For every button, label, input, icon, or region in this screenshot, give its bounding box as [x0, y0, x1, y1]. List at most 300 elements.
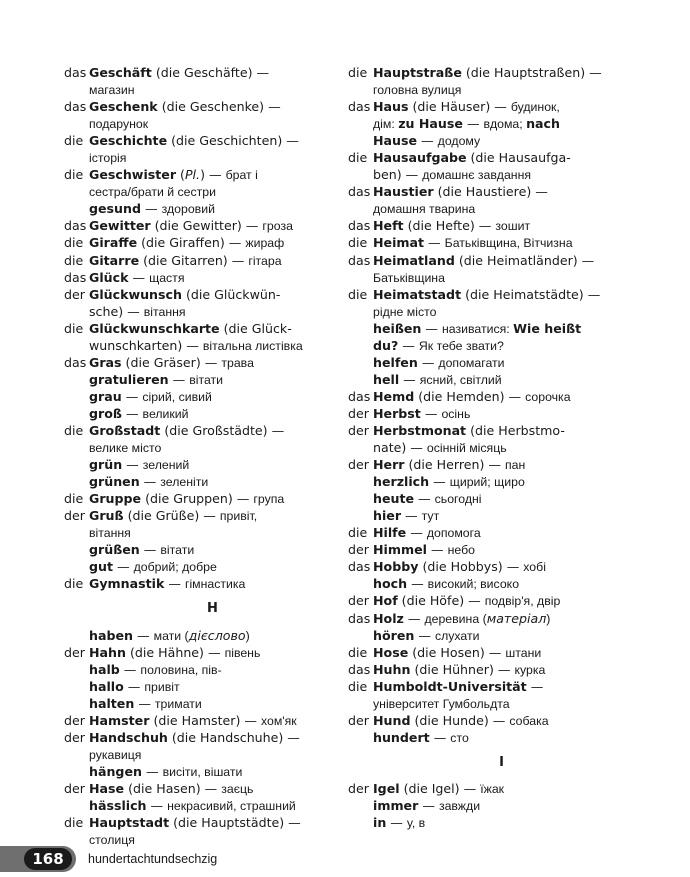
grammar-info: (die Hobbys) —	[418, 559, 524, 575]
german-headword: Hamster	[89, 712, 150, 728]
grammar-info: —	[429, 474, 450, 490]
glossary-line	[348, 269, 630, 286]
glossary-line	[348, 575, 630, 592]
entry-text	[89, 405, 189, 423]
ukrainian-translation: Як тебе звати?	[418, 338, 504, 353]
grammar-info: (die Geschichten) —	[167, 133, 299, 149]
entry-text	[373, 507, 439, 525]
ukrainian-translation: висіти, вішати	[162, 764, 243, 779]
entry-text	[373, 286, 600, 303]
glossary-line	[64, 712, 336, 729]
grammar-info: —	[146, 798, 168, 814]
ukrainian-translation: )	[546, 611, 551, 626]
entry-text	[89, 337, 303, 355]
grammar-info: (die Geschenke) —	[157, 99, 281, 115]
article: das	[348, 99, 371, 115]
german-headword: herzlich	[373, 474, 430, 490]
entry-text	[373, 81, 461, 99]
ukrainian-translation: зелений	[142, 458, 190, 473]
entry-text	[89, 473, 208, 491]
german-headword: hell	[373, 371, 400, 387]
entry-text	[373, 303, 436, 321]
grammar-info: (die Gewitter) —	[150, 218, 263, 234]
german-headword: Geschäft	[89, 65, 152, 80]
grammar-info: (die Gruppen) —	[141, 491, 254, 507]
glossary-line	[64, 217, 336, 234]
entry-text	[373, 115, 560, 133]
grammar-info: (die Häuser) —	[408, 99, 511, 115]
german-headword: Gewitter	[89, 218, 151, 234]
article: das	[64, 354, 87, 370]
ukrainian-translation: домашнє завдання	[422, 168, 532, 183]
german-headword: Glückwunsch	[89, 286, 182, 302]
glossary-line	[64, 115, 336, 132]
entry-text	[89, 98, 281, 115]
grammar-info: (die Hemden) —	[414, 388, 526, 404]
german-headword: Heft	[373, 218, 404, 234]
german-headword: Handschuh	[89, 729, 168, 745]
grammar-info: (die Großstädte) —	[160, 422, 285, 438]
ukrainian-translation: у, в	[406, 816, 426, 831]
entry-text	[373, 252, 594, 269]
grammar-info: —	[426, 542, 448, 558]
german-headword: Gitarre	[89, 252, 140, 268]
german-headword: Geschichte	[89, 133, 168, 149]
ukrainian-translation: деревина (	[424, 611, 487, 626]
glossary-line	[64, 627, 336, 644]
glossary-line	[348, 456, 630, 473]
grammar-info: (die Handschuhe) —	[167, 729, 300, 745]
ukrainian-translation: заєць	[221, 781, 254, 796]
glossary-line	[64, 371, 336, 388]
ukrainian-translation: подвір'я, двір	[484, 594, 561, 609]
glossary-line	[64, 320, 336, 337]
entry-text	[373, 524, 481, 542]
german-headword: Geschenk	[89, 99, 158, 115]
grammar-info: —	[414, 491, 435, 507]
german-headword: Gruppe	[89, 491, 142, 507]
glossary-line	[348, 166, 630, 183]
grammar-info: (die Gitarren) —	[139, 252, 249, 268]
grammar-info: —	[403, 610, 425, 626]
ukrainian-translation: здоровий	[161, 202, 215, 217]
ukrainian-translation: вітальна листівка	[202, 338, 303, 353]
glossary-line	[348, 64, 630, 81]
glossary-line	[64, 575, 336, 592]
ukrainian-translation: завжди	[438, 799, 481, 814]
entry-text	[89, 627, 250, 645]
entry-text	[373, 780, 504, 798]
glossary-line	[348, 371, 630, 388]
german-headword: heute	[373, 491, 415, 507]
glossary-line	[348, 286, 630, 303]
grammar-info: —	[139, 542, 161, 558]
grammar-info: ben) —	[373, 167, 423, 183]
german-headword: Hausaufgabe	[373, 150, 467, 166]
entry-text	[373, 337, 504, 355]
entry-text	[373, 797, 480, 815]
entry-text	[89, 64, 269, 81]
glossary-line	[348, 183, 630, 200]
entry-text	[89, 678, 180, 696]
grammar-info: —	[133, 627, 154, 643]
glossary-line	[64, 183, 336, 200]
ukrainian-translation: університет Гумбольдта	[373, 696, 510, 711]
glossary-line	[348, 797, 630, 814]
entry-text	[89, 763, 242, 781]
entry-text	[89, 217, 293, 235]
entry-text	[89, 354, 254, 372]
grammar-info: —	[399, 371, 420, 387]
ukrainian-translation: курка	[514, 662, 546, 677]
german-headword: grau	[89, 388, 122, 404]
entry-text	[89, 234, 284, 252]
article: das	[64, 269, 87, 285]
german-headword: Holz	[373, 610, 404, 626]
italic-note: Pl.	[184, 167, 201, 183]
grammar-info: —	[119, 661, 141, 677]
glossary-column-right	[348, 64, 630, 831]
german-headword: Hahn	[89, 644, 126, 660]
entry-text	[89, 780, 253, 798]
ukrainian-translation: столиця	[89, 833, 135, 848]
grammar-info: (die Haustiere) —	[433, 184, 548, 200]
entry-text	[89, 303, 186, 321]
glossary-line	[64, 814, 336, 831]
entry-text	[89, 558, 217, 576]
grammar-info: —	[421, 320, 442, 336]
ukrainian-translation: вдома;	[483, 117, 527, 132]
german-headword: Wie heißt	[513, 320, 582, 336]
ukrainian-translation: привіт,	[219, 509, 258, 524]
grammar-info: (die Igel) —	[399, 780, 481, 796]
entry-text	[373, 320, 581, 338]
grammar-info: —	[168, 371, 190, 387]
german-headword: nach	[526, 116, 560, 132]
ukrainian-translation: некрасивий, страшний	[167, 799, 296, 814]
grammar-info: —	[406, 525, 427, 541]
glossary-line	[348, 81, 630, 98]
grammar-info: (die Heimatländer) —	[454, 252, 595, 268]
grammar-info: sche) —	[89, 303, 144, 319]
grammar-info: —	[113, 559, 134, 575]
entry-text	[89, 541, 194, 559]
entry-text	[89, 286, 280, 303]
article: die	[348, 525, 368, 541]
german-headword: Hause	[373, 133, 418, 149]
grammar-info: ) —	[200, 167, 226, 183]
glossary-line	[64, 524, 336, 541]
german-headword: Heimatland	[373, 252, 455, 268]
glossary-line	[64, 780, 336, 797]
glossary-line	[348, 217, 630, 234]
german-headword: Herbstmonat	[373, 422, 467, 438]
glossary-line	[348, 780, 630, 797]
ukrainian-translation: гімнастика	[184, 577, 246, 592]
glossary-line	[64, 797, 336, 814]
article: die	[348, 150, 368, 166]
entry-text	[89, 695, 202, 713]
grammar-info: —	[121, 388, 143, 404]
german-headword: Humboldt-Universität	[373, 678, 527, 694]
glossary-line	[348, 661, 630, 678]
entry-text	[373, 610, 550, 628]
ukrainian-translation: велике місто	[89, 441, 162, 456]
entry-text	[373, 456, 525, 474]
german-headword: Giraffe	[89, 235, 138, 251]
german-headword: Geschwister	[89, 167, 177, 183]
glossary-line	[348, 541, 630, 558]
article: die	[64, 320, 84, 336]
german-headword: Hund	[373, 712, 411, 728]
article: das	[348, 184, 371, 200]
german-headword: Herr	[373, 457, 405, 473]
glossary-line	[348, 252, 630, 269]
grammar-info: —	[414, 627, 435, 643]
german-headword: grün	[89, 457, 123, 473]
ukrainian-translation: гітара	[248, 253, 282, 268]
ukrainian-translation: головна вулиця	[373, 83, 462, 98]
article: die	[64, 422, 84, 438]
entry-text	[89, 575, 245, 593]
article: die	[64, 133, 84, 149]
entry-text	[89, 456, 189, 474]
glossary-line	[64, 831, 336, 848]
grammar-info: —	[164, 576, 185, 592]
ukrainian-translation: їжак	[480, 781, 505, 796]
german-headword: groß	[89, 405, 122, 421]
german-headword: helfen	[373, 354, 418, 370]
article: das	[348, 252, 371, 268]
section-letter-heading: I	[499, 754, 504, 770]
glossary-line	[348, 610, 630, 627]
german-headword: Himmel	[373, 542, 427, 558]
ukrainian-translation: Батьківщина	[373, 270, 445, 285]
german-headword: gesund	[89, 201, 141, 217]
german-headword: Großstadt	[89, 422, 161, 438]
article: die	[348, 644, 368, 660]
german-headword: Hobby	[373, 559, 419, 575]
german-headword: halb	[89, 661, 120, 677]
article: der	[348, 422, 369, 438]
article: der	[348, 593, 369, 609]
glossary-line	[64, 473, 336, 490]
german-headword: halten	[89, 695, 135, 711]
grammar-info: —	[418, 798, 439, 814]
glossary-line	[64, 303, 336, 320]
entry-text	[89, 507, 257, 525]
ukrainian-translation: щастя	[149, 270, 185, 285]
ukrainian-translation: трава	[221, 355, 254, 370]
ukrainian-translation: історія	[89, 151, 127, 166]
ukrainian-translation: подарунок	[89, 117, 149, 132]
ukrainian-translation: жираф	[245, 236, 285, 251]
ukrainian-translation: сьогодні	[434, 492, 482, 507]
glossary-line	[348, 439, 630, 456]
article: der	[64, 729, 85, 745]
ukrainian-translation: тут	[421, 509, 440, 524]
entry-text	[373, 388, 571, 406]
glossary-line	[348, 524, 630, 541]
german-headword: Hauptstraße	[373, 65, 462, 80]
ukrainian-translation: небо	[447, 543, 475, 558]
german-headword: gratulieren	[89, 371, 169, 387]
german-headword: haben	[89, 627, 133, 643]
ukrainian-translation: хобі	[523, 560, 546, 575]
entry-text	[373, 371, 502, 389]
grammar-info: (die Giraffen) —	[137, 235, 246, 251]
entry-text	[373, 541, 475, 559]
german-headword: zu Hause	[398, 116, 463, 132]
entry-text	[89, 439, 161, 457]
german-headword: Heimat	[373, 235, 425, 251]
entry-text	[89, 115, 148, 133]
entry-text	[89, 320, 292, 337]
glossary-line	[64, 541, 336, 558]
grammar-info: —	[123, 678, 145, 694]
german-headword: hängen	[89, 763, 142, 779]
grammar-info: (die Glückwün-	[181, 286, 281, 302]
entry-text	[373, 592, 560, 610]
ukrainian-translation: додому	[437, 134, 481, 149]
glossary-line	[348, 473, 630, 490]
german-headword: immer	[373, 798, 419, 814]
grammar-info: wunschkarten) —	[89, 337, 203, 353]
entry-text	[373, 627, 480, 645]
glossary-line	[348, 303, 630, 320]
glossary-line	[64, 286, 336, 303]
entry-text	[89, 524, 131, 542]
entry-text	[373, 149, 571, 166]
ukrainian-translation: слухати	[434, 628, 480, 643]
glossary-line	[64, 644, 336, 661]
glossary-line	[64, 149, 336, 166]
german-headword: hoch	[373, 576, 408, 592]
entry-text	[373, 490, 482, 508]
grammar-info: —	[429, 729, 451, 745]
glossary-line	[348, 712, 630, 729]
article: das	[348, 610, 371, 626]
glossary-line	[64, 269, 336, 286]
grammar-info: —	[122, 457, 143, 473]
grammar-info: (die Hausaufga-	[466, 150, 571, 166]
grammar-info: (die Hasen) —	[124, 780, 222, 796]
entry-text	[373, 729, 469, 747]
grammar-info: —	[134, 695, 155, 711]
ukrainian-translation: сто	[450, 730, 469, 745]
german-headword: Hose	[373, 644, 409, 660]
entry-text	[373, 132, 480, 150]
german-headword: Hof	[373, 593, 398, 609]
glossary-line	[64, 729, 336, 746]
german-headword: hören	[373, 627, 415, 643]
entry-text	[373, 575, 519, 593]
entry-text	[373, 234, 573, 252]
ukrainian-translation: ясний, світлий	[419, 372, 502, 387]
article: die	[64, 576, 84, 592]
ukrainian-translation: привіт	[144, 679, 180, 694]
grammar-info: —	[462, 116, 484, 132]
glossary-line	[64, 81, 336, 98]
entry-text	[89, 252, 282, 270]
ukrainian-translation: називатися:	[442, 321, 514, 336]
article: der	[64, 644, 85, 660]
article: die	[64, 235, 84, 251]
german-headword: Gruß	[89, 508, 124, 524]
grammar-info: (	[176, 167, 185, 183]
german-headword: gut	[89, 559, 114, 575]
glossary-line	[64, 405, 336, 422]
grammar-info: (die Hauptstädte) —	[169, 815, 301, 831]
entry-text	[89, 814, 301, 831]
glossary-line	[64, 695, 336, 712]
ukrainian-translation: сірий, сивий	[142, 389, 212, 404]
article: das	[64, 65, 87, 80]
german-headword: in	[373, 815, 387, 831]
entry-text	[89, 712, 297, 730]
ukrainian-translation: штани	[505, 645, 542, 660]
article: das	[348, 661, 371, 677]
ukrainian-translation: зошит	[495, 219, 531, 234]
ukrainian-translation: великий	[142, 406, 189, 421]
german-headword: Hauptstadt	[89, 815, 170, 831]
glossary-line	[64, 354, 336, 371]
article: die	[64, 491, 84, 507]
entry-text	[89, 422, 284, 439]
entry-text	[89, 81, 135, 99]
ukrainian-translation: допомагати	[438, 355, 505, 370]
ukrainian-translation: магазин	[89, 83, 135, 98]
glossary-line	[348, 695, 630, 712]
article: der	[348, 712, 369, 728]
ukrainian-translation: рідне місто	[373, 304, 437, 319]
glossary-line	[348, 729, 630, 746]
grammar-info: (die Herren) —	[404, 457, 505, 473]
ukrainian-translation: вітання	[89, 526, 131, 541]
entry-text	[89, 200, 215, 218]
entry-text	[89, 661, 222, 679]
glossary-line	[348, 814, 630, 831]
grammar-info: (die Heimatstädte) —	[461, 286, 601, 302]
glossary-line	[64, 337, 336, 354]
glossary-line	[64, 763, 336, 780]
entry-text	[373, 200, 475, 218]
german-headword: Heimatstadt	[373, 286, 462, 302]
article: die	[64, 167, 84, 183]
ukrainian-translation: рукавиця	[89, 747, 142, 762]
grammar-info: (die Hefte) —	[403, 218, 496, 234]
grammar-info: —	[417, 354, 439, 370]
glossary-line	[348, 115, 630, 132]
ukrainian-translation: осінь	[441, 406, 471, 421]
entry-text	[373, 64, 602, 81]
german-headword: hundert	[373, 729, 430, 745]
grammar-info: (die Herbstmo-	[466, 422, 565, 438]
glossary-line	[348, 149, 630, 166]
entry-text	[373, 558, 546, 576]
entry-text	[373, 183, 548, 200]
grammar-info: (die Gräser) —	[121, 354, 222, 370]
glossary-line	[348, 678, 630, 695]
article: der	[348, 457, 369, 473]
glossary-line	[348, 132, 630, 149]
grammar-info: (die Hunde) —	[410, 712, 510, 728]
article: die	[348, 235, 368, 251]
article: der	[64, 286, 85, 302]
glossary-line	[64, 456, 336, 473]
german-headword: Huhn	[373, 661, 411, 677]
glossary-line	[64, 661, 336, 678]
